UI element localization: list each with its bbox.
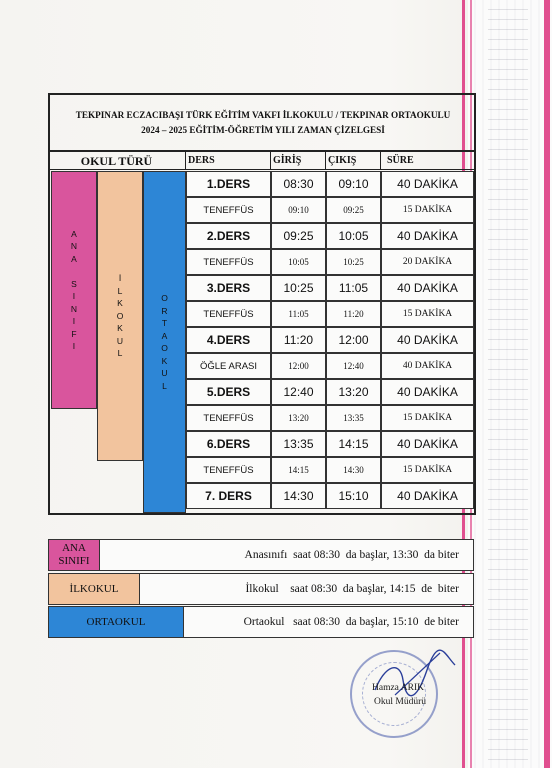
ortaokul-letter: U <box>161 368 168 378</box>
period-name-cell: TENEFFÜS <box>186 249 271 275</box>
period-name-cell: TENEFFÜS <box>186 301 271 327</box>
ilkokul-letter: İ <box>118 273 122 284</box>
ortaokul-bar <box>143 171 186 513</box>
start-time-cell: 12:40 <box>271 379 326 405</box>
table-row <box>186 171 474 197</box>
period-name-cell: 3.DERS <box>186 275 271 301</box>
ana-letter: F <box>71 328 77 339</box>
ana-letter: A <box>71 253 77 264</box>
ilkokul-letter: L <box>117 285 123 296</box>
giris-header: GİRİŞ <box>271 152 326 170</box>
ana-letter: N <box>70 303 78 314</box>
end-time-cell: 12:40 <box>326 353 381 379</box>
table-row <box>186 353 474 379</box>
period-name-cell: TENEFFÜS <box>186 457 271 483</box>
table-row <box>186 301 474 327</box>
ana-sinifi-bar <box>51 171 97 409</box>
ilkokul-bar <box>97 171 143 461</box>
edge-texture <box>488 0 528 768</box>
duration-cell: 15 DAKİKA <box>381 457 474 483</box>
ilkokul-letter: K <box>117 298 123 309</box>
title-line-2: 2024 – 2025 EĞİTİM-ÖĞRETİM YILI ZAMAN ÇİZELGESİ <box>141 125 385 135</box>
duration-cell: 15 DAKİKA <box>381 197 474 223</box>
end-time-cell: 10:05 <box>326 223 381 249</box>
period-name-cell: TENEFFÜS <box>186 197 271 223</box>
end-time-cell: 13:20 <box>326 379 381 405</box>
duration-cell: 40 DAKİKA <box>381 275 474 301</box>
ana-sinifi-vertical-label <box>71 228 77 353</box>
ortaokul-letter: T <box>161 318 168 328</box>
end-time-cell: 12:00 <box>326 327 381 353</box>
start-time-cell: 09:25 <box>271 223 326 249</box>
period-name-cell: 6.DERS <box>186 431 271 457</box>
end-time-cell: 11:20 <box>326 301 381 327</box>
duration-cell: 40 DAKİKA <box>381 223 474 249</box>
pink-edge-line-3 <box>544 0 550 768</box>
start-time-cell: 14:15 <box>271 457 326 483</box>
start-time-cell: 10:05 <box>271 249 326 275</box>
period-name-cell: ÖĞLE ARASI <box>186 353 271 379</box>
summary-ana-text: Anasınıfı saat 08:30 da başlar, 13:30 da biter <box>100 539 474 571</box>
start-time-cell: 13:35 <box>271 431 326 457</box>
summary-ilkokul <box>48 573 474 605</box>
ana-letter: A <box>71 228 77 239</box>
table-row <box>186 431 474 457</box>
period-name-cell: TENEFFÜS <box>186 405 271 431</box>
ana-letter: N <box>70 241 78 251</box>
period-name-cell: 4.DERS <box>186 327 271 353</box>
table-row <box>186 275 474 301</box>
duration-cell: 40 DAKİKA <box>381 353 474 379</box>
sure-header: SÜRE <box>381 152 474 170</box>
duration-cell: 15 DAKİKA <box>381 405 474 431</box>
summary-ilkokul-text: İlkokul saat 08:30 da başlar, 14:15 de biter <box>140 573 474 605</box>
start-time-cell: 10:25 <box>271 275 326 301</box>
period-name-cell: 7. DERS <box>186 483 271 509</box>
duration-cell: 40 DAKİKA <box>381 171 474 197</box>
summary-ilkokul-label: İLKOKUL <box>48 573 140 605</box>
ilkokul-letter: K <box>117 323 123 334</box>
table-row <box>186 249 474 275</box>
ortaokul-letter: O <box>161 343 168 353</box>
ilkokul-letter: L <box>117 348 123 359</box>
summary-ana-label: ANA SINIFI <box>48 539 100 571</box>
summary-ortaokul-label: ORTAOKUL <box>48 606 184 638</box>
summary-ortaokul-text: Ortaokul saat 08:30 da başlar, 15:10 de biter <box>184 606 474 638</box>
table-row <box>186 379 474 405</box>
end-time-cell: 10:25 <box>326 249 381 275</box>
period-name-cell: 5.DERS <box>186 379 271 405</box>
start-time-cell: 13:20 <box>271 405 326 431</box>
table-row <box>186 197 474 223</box>
end-time-cell: 09:10 <box>326 171 381 197</box>
start-time-cell: 08:30 <box>271 171 326 197</box>
signature-title: Okul Müdürü <box>374 697 426 707</box>
document-title <box>52 108 474 138</box>
start-time-cell: 11:05 <box>271 301 326 327</box>
end-time-cell: 14:15 <box>326 431 381 457</box>
period-name-cell: 2.DERS <box>186 223 271 249</box>
summary-ortaokul <box>48 606 474 638</box>
end-time-cell: 11:05 <box>326 275 381 301</box>
period-name-cell: 1.DERS <box>186 171 271 197</box>
end-time-cell: 14:30 <box>326 457 381 483</box>
duration-cell: 15 DAKİKA <box>381 301 474 327</box>
table-row <box>186 483 474 509</box>
ana-letter: I <box>72 316 76 326</box>
title-line-1: TEKPINAR ECZACIBAŞI TÜRK EĞİTİM VAKFI İLKOKULU / TEKPINAR ORTAOKULU <box>75 110 451 120</box>
ilkokul-letter: O <box>116 310 124 321</box>
duration-cell: 40 DAKİKA <box>381 483 474 509</box>
table-row <box>186 327 474 353</box>
start-time-cell: 09:10 <box>271 197 326 223</box>
duration-cell: 20 DAKİKA <box>381 249 474 275</box>
ana-letter: S <box>71 278 77 289</box>
okul-turu-header: OKUL TÜRÜ <box>48 152 186 170</box>
ortaokul-letter: O <box>161 293 168 303</box>
ortaokul-letter: R <box>161 305 168 316</box>
start-time-cell: 14:30 <box>271 483 326 509</box>
duration-cell: 40 DAKİKA <box>381 379 474 405</box>
table-row <box>186 405 474 431</box>
ilkokul-letter: U <box>116 335 124 346</box>
end-time-cell: 09:25 <box>326 197 381 223</box>
ana-letter: I <box>72 341 76 351</box>
cikis-header: ÇIKIŞ <box>326 152 381 170</box>
ortaokul-vertical-label <box>161 292 168 392</box>
signature-name: Hamza ARIK <box>372 683 424 693</box>
duration-cell: 40 DAKİKA <box>381 327 474 353</box>
ortaokul-letter: A <box>161 330 168 341</box>
table-row <box>186 223 474 249</box>
ana-letter <box>71 265 77 278</box>
ana-letter: I <box>72 291 76 301</box>
ortaokul-letter: K <box>161 355 168 366</box>
ortaokul-letter: L <box>162 380 167 391</box>
table-row <box>186 457 474 483</box>
ilkokul-vertical-label <box>117 272 124 360</box>
start-time-cell: 12:00 <box>271 353 326 379</box>
end-time-cell: 15:10 <box>326 483 381 509</box>
ders-header: DERS <box>186 152 271 170</box>
end-time-cell: 13:35 <box>326 405 381 431</box>
duration-cell: 40 DAKİKA <box>381 431 474 457</box>
summary-ana <box>48 539 474 571</box>
start-time-cell: 11:20 <box>271 327 326 353</box>
